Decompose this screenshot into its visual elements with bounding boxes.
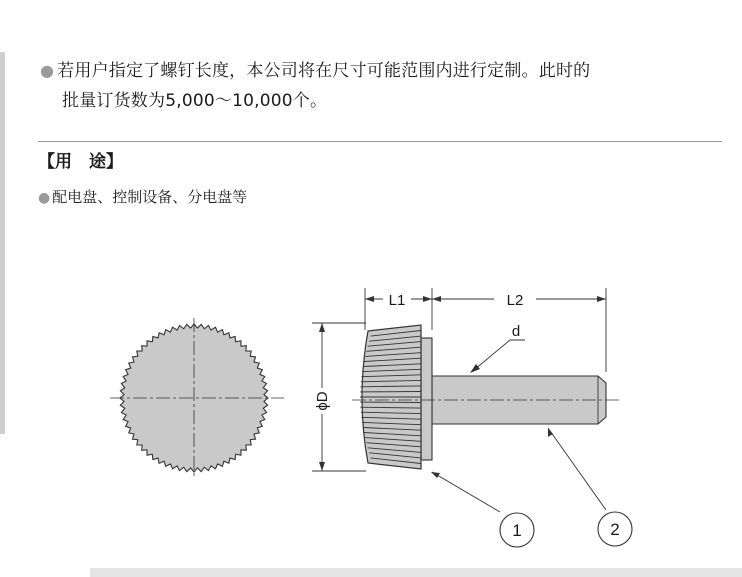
dim-label-L1: L1 [388,292,406,309]
note-line-1: 若用户指定了螺钉长度，本公司将在尺寸可能范围内进行定制。此时的 [57,61,591,81]
dim-label-d: d [511,323,521,340]
dim-label-L2: L2 [506,292,524,309]
dim-label-phi-D: ϕD [314,391,331,411]
callout-1-label: 1 [512,521,522,540]
usage-heading: 【用 途】 [38,152,123,172]
note-bullet-icon: ● [40,61,55,80]
usage-list: 配电盘、控制设备、分电盘等 [52,188,248,206]
head-collar [421,338,432,460]
usage-bullet-icon: ● [38,190,51,206]
callout-2-label: 2 [610,520,620,539]
note-line-2: 批量订货数为5,000～10,000个。 [62,91,328,111]
screw-side-view [352,325,622,469]
screw-end-view [110,318,284,478]
page-bottom-strip [90,568,742,577]
